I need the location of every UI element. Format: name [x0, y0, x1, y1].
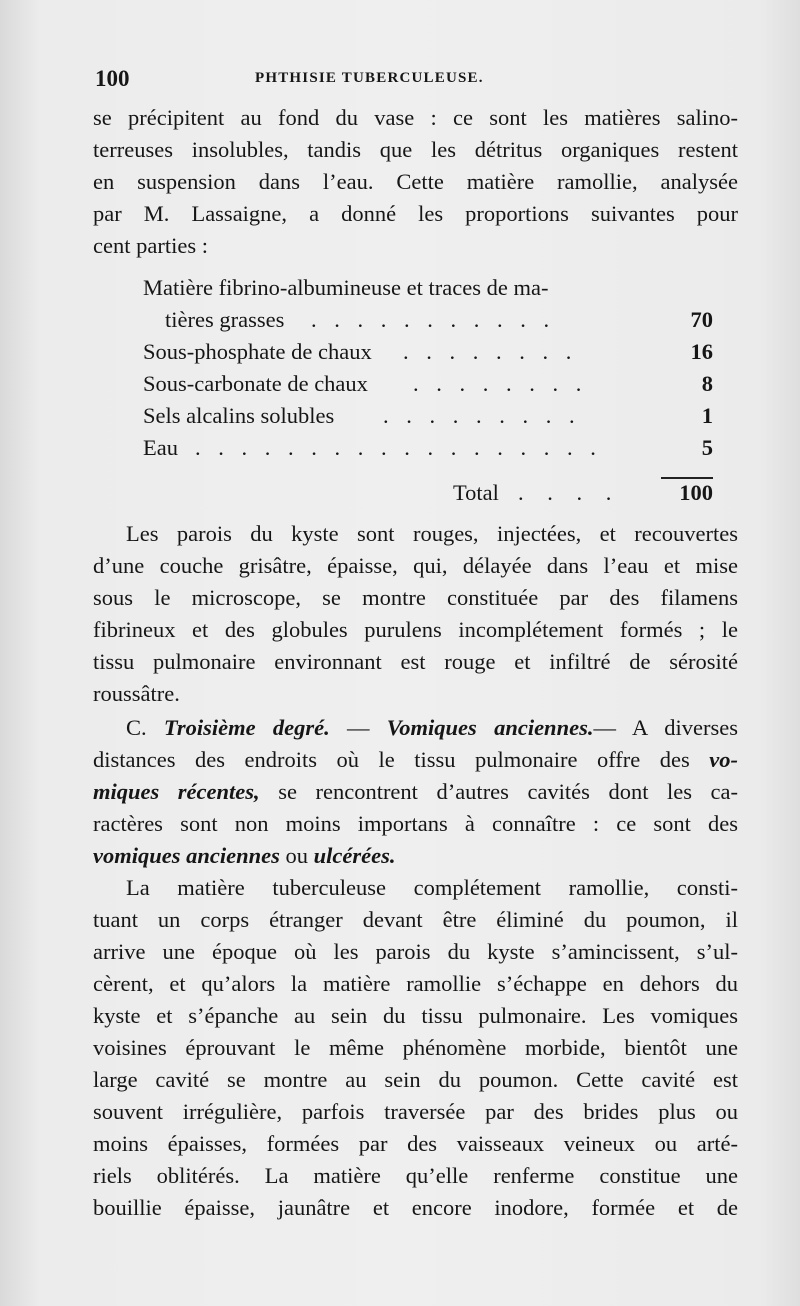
- total-row: [143, 480, 713, 512]
- page-number: 100: [95, 66, 130, 91]
- section-c-heading-line: [93, 712, 738, 744]
- text-line: kyste et s’épanche au sein du tissu pulmonaire. Les vomiques: [93, 1003, 738, 1028]
- paragraph-kyste-walls: [93, 518, 738, 710]
- row-label: Eau: [143, 435, 178, 460]
- text-line: La matière tuberculeuse complétement ramollie, consti-: [126, 875, 738, 900]
- text-line: bouillie épaisse, jaunâtre et encore inodore, formée et de: [93, 1195, 738, 1220]
- leader-dots: . . . . . . . . . . . . . . . . . .: [195, 435, 602, 460]
- text-line: large cavité se montre au sein du poumon. Cette cavité est: [93, 1067, 738, 1092]
- table-row: [143, 272, 713, 304]
- total-value: 100: [679, 480, 713, 505]
- row-value: 5: [701, 435, 713, 460]
- text-line: se précipitent au fond du vase : ce sont les matières salino-: [93, 105, 738, 130]
- text-fragment: se rencontrent d’autres cavités dont les ca-: [259, 779, 739, 804]
- leader-dots: . . . . . . . . .: [383, 403, 581, 428]
- row-label: Sels alcalins solubles: [143, 403, 335, 428]
- text-line: fibrineux et des globules purulens incomplétement formés ; le: [93, 617, 738, 642]
- term-ulcerees: ulcérées.: [313, 843, 396, 868]
- text-line: terreuses insolubles, tandis que les détritus organiques restent: [93, 137, 738, 162]
- row-value: 16: [690, 339, 713, 364]
- page-header: [95, 66, 735, 96]
- term-vomiques-anciennes: vomiques anciennes: [93, 843, 280, 868]
- text-line: tissu pulmonaire environnant est rouge et infiltré de sérosité: [93, 649, 738, 674]
- table-row: [143, 400, 713, 432]
- row-value: 1: [701, 403, 713, 428]
- text-line: en suspension dans l’eau. Cette matière ramollie, analysée: [93, 169, 738, 194]
- row-value: 70: [690, 307, 713, 332]
- row-value: 8: [701, 371, 713, 396]
- text-line: arrive une époque où les parois du kyste s’amincissent, s’ul-: [93, 939, 738, 964]
- text-line: moins épaisses, formées par des vaisseaux veineux ou arté-: [93, 1131, 738, 1156]
- intro-paragraph: [93, 102, 738, 262]
- text-line: [93, 744, 738, 776]
- dash: —: [329, 715, 387, 740]
- text-line: cèrent, et qu’alors la matière ramollie s’échappe en dehors du: [93, 971, 738, 996]
- text-fragment: — A diverses: [593, 715, 739, 740]
- text-line: tuant un corps étranger devant être éliminé du poumon, il: [93, 907, 738, 932]
- text-fragment: ou: [279, 843, 314, 868]
- running-title: PHTHISIE TUBERCULEUSE.: [255, 70, 484, 86]
- term-vomiques: vo-: [709, 747, 739, 772]
- leader-dots: . . . .: [518, 480, 621, 505]
- table-row: [143, 368, 713, 400]
- leader-dots: . . . . . . . .: [403, 339, 578, 364]
- text-line: roussâtre.: [93, 681, 180, 706]
- text-fragment: distances des endroits où le tissu pulmonaire offre des: [93, 747, 690, 772]
- paragraph-tuberculous-matter: [93, 872, 738, 1224]
- leader-dots: . . . . . . . .: [413, 371, 588, 396]
- text-line: [93, 776, 738, 808]
- term-vomiques-recentes: miques récentes,: [93, 779, 260, 804]
- table-row: [143, 432, 713, 464]
- table-row: [143, 304, 713, 336]
- text-line: souvent irrégulière, parfois traversée par des brides plus ou: [93, 1099, 738, 1124]
- degree-title: Troisième degré.: [163, 715, 330, 740]
- row-label-continuation: tières grasses: [165, 307, 285, 332]
- text-line: par M. Lassaigne, a donné les proportions suivantes pour: [93, 201, 738, 226]
- text-line: ractères sont non moins importans à connaître : ce sont des: [93, 811, 738, 836]
- text-line: sous le microscope, se montre constituée par des filamens: [93, 585, 738, 610]
- text-line: Les parois du kyste sont rouges, injectées, et recouvertes: [126, 521, 738, 546]
- leader-dots: . . . . . . . . . . .: [311, 307, 556, 332]
- row-label: Sous-phosphate de chaux: [143, 339, 372, 364]
- section-subject: Vomiques anciennes.: [386, 715, 594, 740]
- text-line: voisines éprouvant le même phénomène morbide, bientôt une: [93, 1035, 738, 1060]
- text-line: riels oblitérés. La matière qu’elle renferme constitue une: [93, 1163, 738, 1188]
- total-label: Total: [453, 480, 499, 505]
- row-label: Matière fibrino-albumineuse et traces de ma-: [143, 275, 549, 300]
- composition-table: [143, 272, 713, 464]
- text-line: [93, 840, 738, 872]
- text-line: cent parties :: [93, 233, 208, 258]
- table-row: [143, 336, 713, 368]
- section-letter: C.: [126, 715, 147, 740]
- sum-rule: [661, 477, 713, 479]
- section-c-paragraph: [93, 712, 738, 872]
- row-label: Sous-carbonate de chaux: [143, 371, 368, 396]
- text-line: d’une couche grisâtre, épaisse, qui, délayée dans l’eau et mise: [93, 553, 738, 578]
